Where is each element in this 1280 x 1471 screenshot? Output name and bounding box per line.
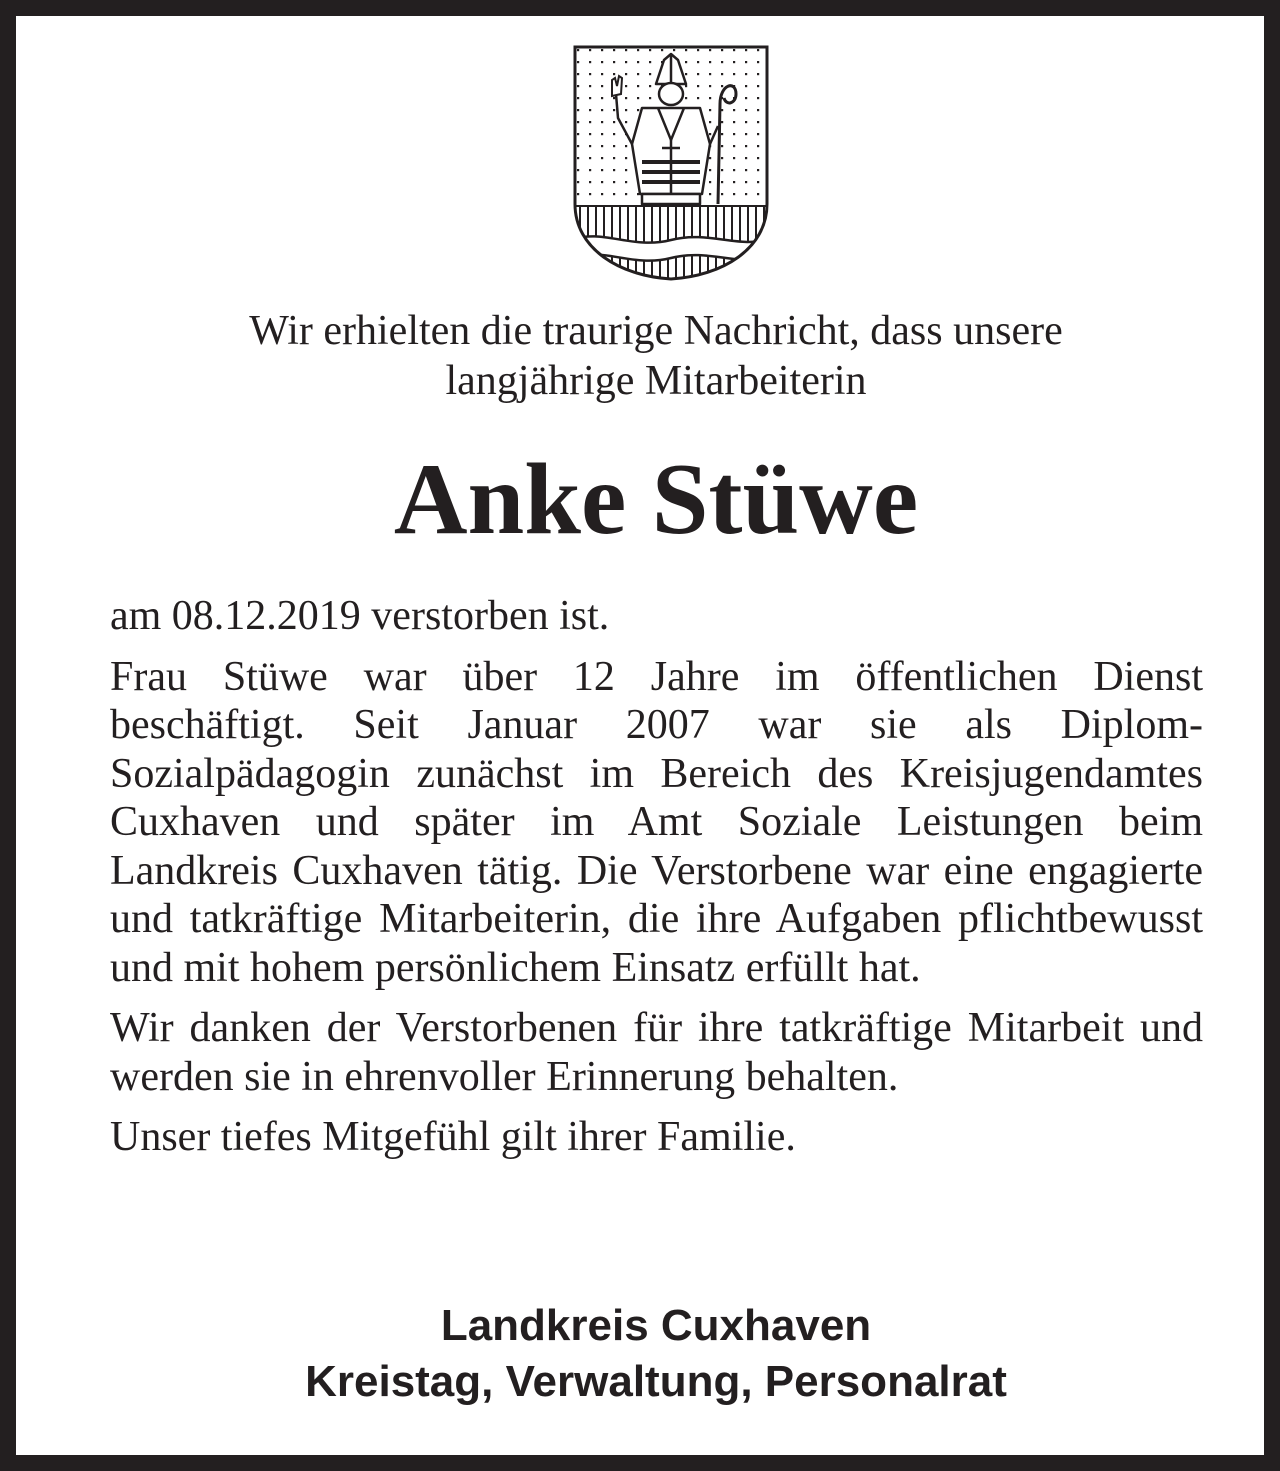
intro-line-2: langjährige Mitarbeiterin bbox=[445, 358, 867, 404]
obituary-body bbox=[110, 592, 1203, 1162]
thanks-paragraph: Wir danken der Verstorbenen für ihre tatkräftige Mitarbeit und werden sie in ehrenvoller Erinnerung behalten. bbox=[110, 1005, 1203, 1100]
career-paragraph: Frau Stüwe war über 12 Jahre im öffentlichen Dienst beschäftigt. Seit Januar 2007 war sie als Diplom-Sozialpädagogin zunächst im Bereich des Kreisjugendamtes Cuxhaven und später im Amt Soziale Leistungen beim Landkreis Cuxhaven tätig. Die Verstorbene war eine engagierte und tatkräftige Mitarbeiterin, die ihre Aufgaben pflichtbewusst und mit hohem persönlichem Einsatz erfüllt hat. bbox=[110, 653, 1203, 991]
signature-organization: Landkreis Cuxhaven bbox=[440, 1301, 872, 1350]
signature-block bbox=[76, 1298, 1236, 1410]
signature-bodies: Kreistag, Verwaltung, Personalrat bbox=[305, 1357, 1007, 1406]
condolence-line: Unser tiefes Mitgefühl gilt ihrer Familie. bbox=[110, 1114, 796, 1160]
deceased-name: Anke Stüwe bbox=[393, 443, 919, 556]
intro-text bbox=[76, 306, 1236, 406]
death-date-line: am 08.12.2019 verstorben ist. bbox=[110, 593, 610, 639]
coat-of-arms-icon bbox=[572, 44, 770, 282]
intro-line-1: Wir erhielten die traurige Nachricht, dass unsere bbox=[249, 308, 1063, 354]
